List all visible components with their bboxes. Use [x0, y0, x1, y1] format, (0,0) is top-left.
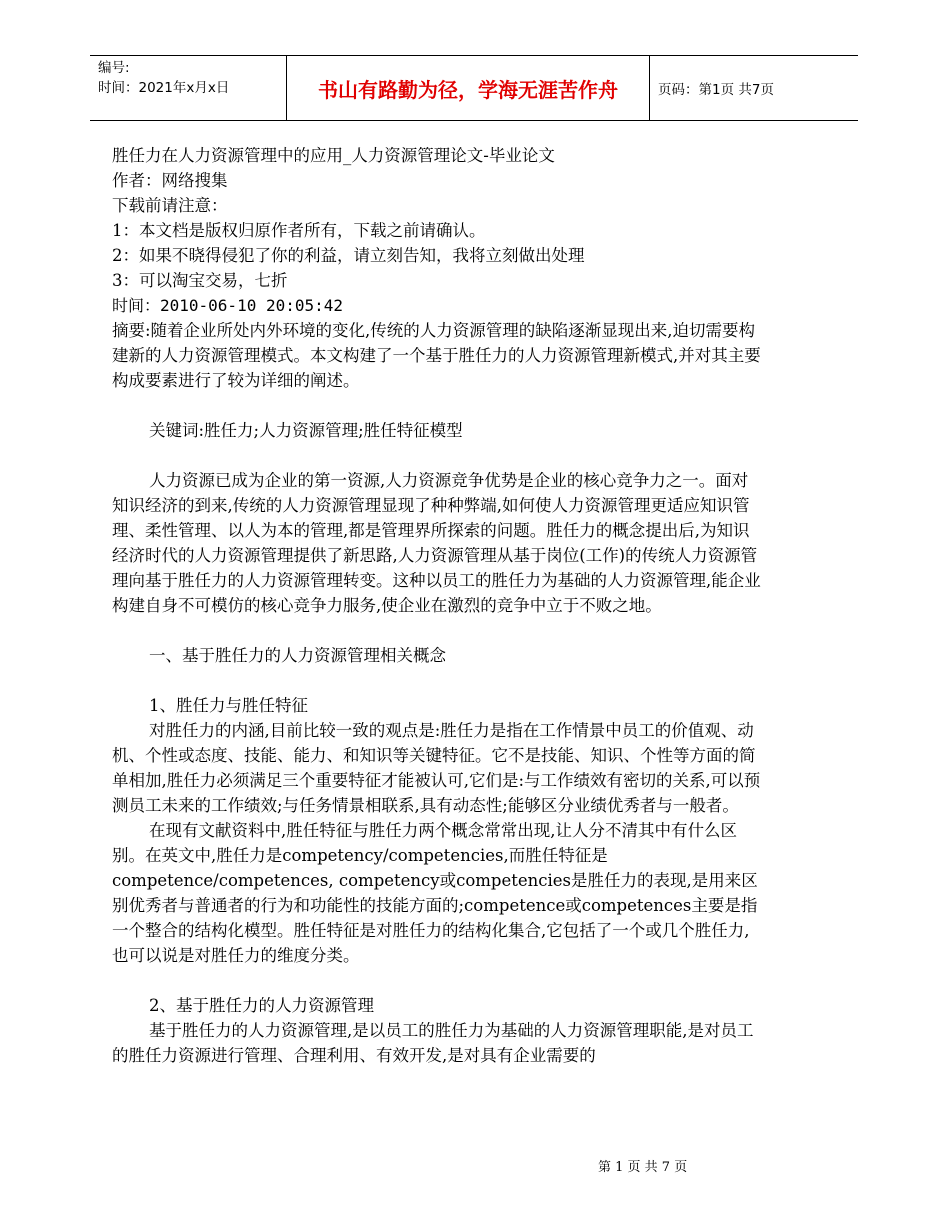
document-header: [90, 55, 858, 121]
notice-item-3: 3：可以淘宝交易，七折: [112, 271, 288, 290]
abstract-paragraph: 摘要:随着企业所处内外环境的变化,传统的人力资源管理的缺陷逐渐显现出来,迫切需要构建新的人力资源管理模式。本文构建了一个基于胜任力的人力资源管理新模式,并对其主要构成要素进行了较为详细的阐述。: [112, 321, 761, 390]
header-number-label: 编号:: [98, 60, 130, 76]
document-title: 胜任力在人力资源管理中的应用_人力资源管理论文-毕业论文: [112, 146, 555, 165]
document-author: 作者：网络搜集: [112, 171, 228, 190]
header-meta: [90, 56, 286, 120]
header-page-info: 页码：第1页 共7页: [658, 82, 774, 98]
body-paragraph-2: 在现有文献资料中,胜任特征与胜任力两个概念常常出现,让人分不清其中有什么区别。在英文中,胜任力是competency/competencies,而胜任特征是competence/competences, competency或competencies是胜任力的表现,是用来区别优秀者与普通者的行为和功能性的技能方面的;competence或competences主要是指一个整合的结构化模型。胜任特征是对胜任力的结构化集合,它包括了一个或几个胜任力,也可以说是对胜任力的维度分类。: [112, 821, 758, 965]
subsection-heading-1: 1、胜任力与胜任特征: [149, 696, 308, 715]
body-paragraph-1: 对胜任力的内涵,目前比较一致的观点是:胜任力是指在工作情景中员工的价值观、动机、个性或态度、技能、能力、和知识等关键特征。它不是技能、知识、个性等方面的简单相加,胜任力必须满足三个重要特征才能被认可,它们是:与工作绩效有密切的关系,可以预测员工未来的工作绩效;与任务情景相联系,具有动态性;能够区分业绩优秀者与一般者。: [112, 721, 761, 815]
body-paragraph-3: 基于胜任力的人力资源管理,是以员工的胜任力为基础的人力资源管理职能,是对员工的胜任力资源进行管理、合理利用、有效开发,是对具有企业需要的: [112, 1021, 754, 1065]
subsection-heading-2: 2、基于胜任力的人力资源管理: [149, 996, 374, 1015]
header-motto: 书山有路勤为径，学海无涯苦作舟: [286, 56, 650, 120]
notice-item-1: 1：本文档是版权归原作者所有，下载之前请确认。: [112, 221, 486, 240]
page-footer: 第 1 页 共 7 页: [598, 1160, 688, 1175]
keywords-paragraph: 关键词:胜任力;人力资源管理;胜任特征模型: [149, 421, 463, 440]
intro-paragraph: 人力资源已成为企业的第一资源,人力资源竞争优势是企业的核心竞争力之一。面对知识经济的到来,传统的人力资源管理显现了种种弊端,如何使人力资源管理更适应知识管理、柔性管理、以人为本的管理,都是管理界所探索的问题。胜任力的概念提出后,为知识经济时代的人力资源管理提供了新思路,人力资源管理从基于岗位(工作)的传统人力资源管理向基于胜任力的人力资源管理转变。这种以员工的胜任力为基础的人力资源管理,能企业构建自身不可模仿的核心竞争力服务,使企业在激烈的竞争中立于不败之地。: [112, 471, 761, 615]
document-time: 时间：2010-06-10 20:05:42: [112, 296, 344, 315]
notice-title: 下载前请注意：: [112, 196, 228, 215]
notice-item-2: 2：如果不晓得侵犯了你的利益，请立刻告知，我将立刻做出处理: [112, 246, 585, 265]
header-time-label: 时间：2021年x月x日: [98, 80, 230, 96]
document-body: [112, 143, 762, 1068]
section-heading-1: 一、基于胜任力的人力资源管理相关概念: [149, 646, 446, 665]
